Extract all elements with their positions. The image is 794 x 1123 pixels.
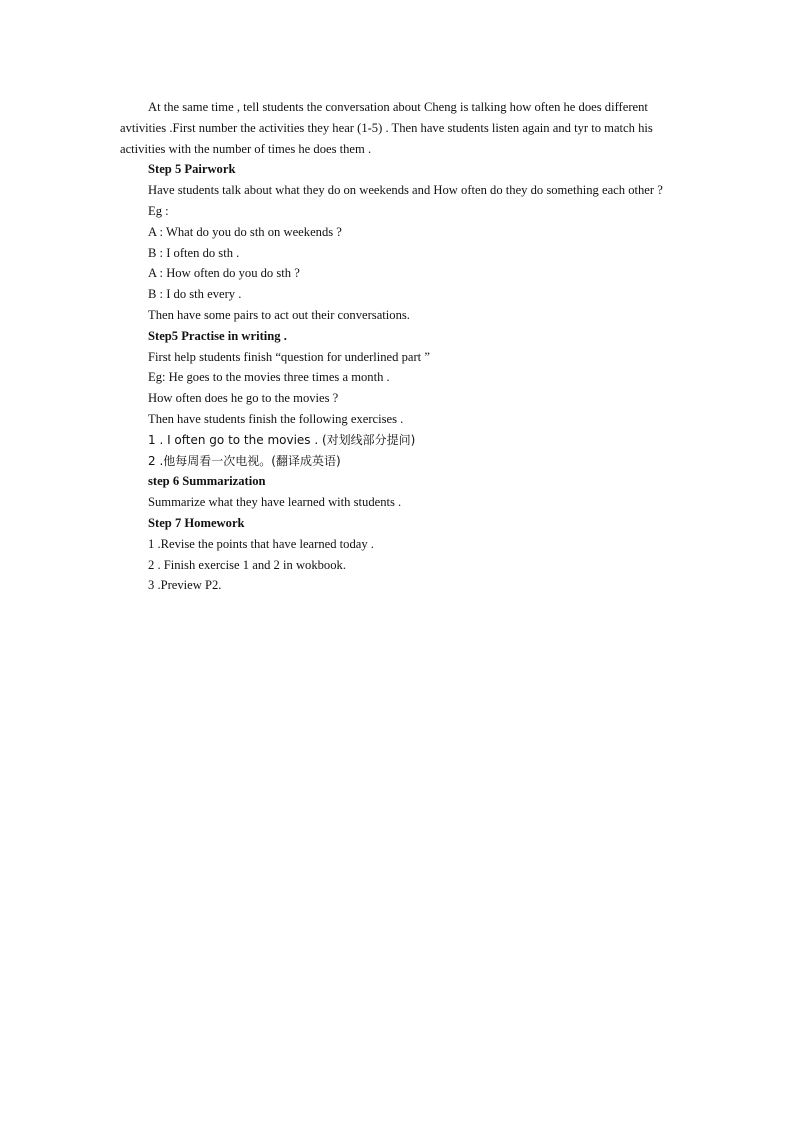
homework-item-3: 3 .Preview P2. <box>148 578 222 593</box>
heading-step-5-pairwork: Step 5 Pairwork <box>148 162 236 177</box>
line-example-question: How often does he go to the movies ? <box>148 391 339 406</box>
homework-item-1: 1 .Revise the points that have learned today . <box>148 536 374 551</box>
paragraph-activities-intro: At the same time , tell students the conversation about Cheng is talking how often he does different avtivities .First number the activities they hear (1-5) . Then have students listen again and tyr to match his activities with the number of times he does them . <box>120 100 653 156</box>
line-summarize: Summarize what they have learned with students . <box>148 495 402 510</box>
exercise-item-2: 2 .他每周看一次电视。(翻译成英语) <box>148 453 341 468</box>
dialogue-line-a-1: A : What do you do sth on weekends ? <box>148 224 342 239</box>
dialogue-line-b-2: B : I do sth every . <box>148 287 242 302</box>
exercise-item-1: 1 . I often go to the movies . (对划线部分提问) <box>148 432 416 447</box>
line-underlined-part-instruction: First help students finish “question for underlined part ” <box>148 349 430 364</box>
dialogue-line-a-2: A : How often do you do sth ? <box>148 266 300 281</box>
line-act-out-conversations: Then have some pairs to act out their conversations. <box>148 307 410 322</box>
document-body <box>120 97 680 596</box>
heading-step-7-homework: Step 7 Homework <box>148 515 245 530</box>
dialogue-line-b-1: B : I often do sth . <box>148 245 240 260</box>
line-example-sentence: Eg: He goes to the movies three times a month . <box>148 370 390 385</box>
heading-step-5-practise-writing: Step5 Practise in writing . <box>148 328 287 343</box>
line-eg-label: Eg : <box>148 203 169 218</box>
heading-step-6-summarization: step 6 Summarization <box>148 474 266 489</box>
paragraph-pairwork-task: Have students talk about what they do on weekends and How often do they do something each other ? <box>148 183 663 198</box>
line-finish-exercises: Then have students finish the following exercises . <box>148 411 404 426</box>
homework-item-2: 2 . Finish exercise 1 and 2 in wokbook. <box>148 557 346 572</box>
